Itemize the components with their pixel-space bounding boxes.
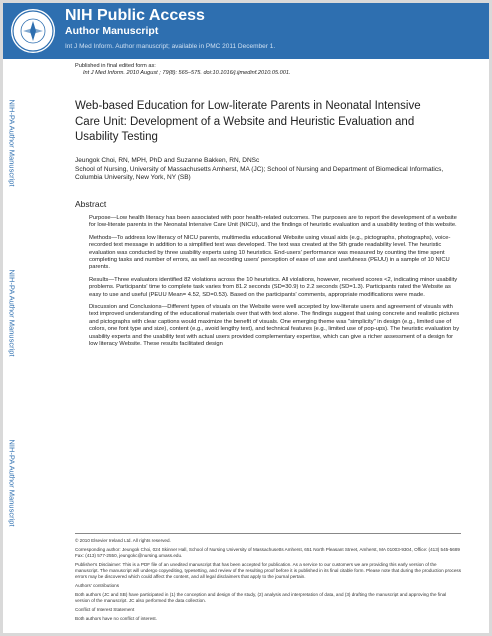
footnote: Both authors have no conflict of interest. xyxy=(75,616,157,621)
banner-title: NIH Public Access xyxy=(65,7,205,24)
journal-citation: Int J Med Inform. 2010 August ; 79(8): 565–575. doi:10.1016/j.ijmedinf.2010.05.001. xyxy=(83,70,291,77)
side-watermark xyxy=(5,253,19,373)
manuscript-page xyxy=(3,3,489,633)
abstract-section xyxy=(89,277,461,299)
abstract-section xyxy=(89,215,461,230)
footnote: Authors' contributions xyxy=(75,583,120,588)
article-title: Web-based Education for Low-literate Parents in Neonatal Intensive Care Unit: Development of a Website and Heuristic Evaluation and Usability Testing xyxy=(75,100,421,143)
abstract-section-text: —To address low literacy of NICU parents, multimedia educational Website using visual aids (e.g., pictographs, photographs), voice-recorded text message in addition to a simplified text was developed. The text was created at the 5th grade readability level. The heuristic evaluation was conducted by three usability experts using 10 heuristics. End-users' performance was measured by counting the time spent completing tasks and number of errors, as well as recording users' perception of ease of use and usefulness (PEUU) in a sample of 10 NICU parents. xyxy=(89,234,451,271)
footnote: Publisher's Disclaimer: This is a PDF file of an unedited manuscript that has been accepted for publication. As a service to our customers we are providing this early version of the manuscript. The manuscript will undergo copyediting, typesetting, and review of the resulting proof before it is published in its final citable form. Please note that during the production process errors may be discovered which could affect the content, and all legal disclaimers that apply to the journal pertain. xyxy=(75,562,462,579)
banner-citation: Int J Med Inform. Author manuscript; available in PMC 2011 December 1. xyxy=(65,43,276,50)
nih-banner xyxy=(3,3,489,59)
footnote: Conflict of Interest Statement xyxy=(75,607,135,612)
author-affiliation: School of Nursing, University of Massachusetts Amherst, MA (JC); School of Nursing and Department of Biomedical Informatics, Columbia University, New York, NY (SB) xyxy=(75,165,444,182)
side-watermark-label: NIH-PA Author Manuscript xyxy=(7,439,17,527)
abstract-section-label: Purpose xyxy=(89,215,111,221)
side-watermark-label: NIH-PA Author Manuscript xyxy=(7,99,17,187)
banner-subtitle: Author Manuscript xyxy=(65,25,159,37)
side-watermark-label: NIH-PA Author Manuscript xyxy=(7,269,17,357)
footnote: © 2010 Elsevier Ireland Ltd. All rights reserved. xyxy=(75,538,171,543)
abstract-section xyxy=(89,235,461,272)
abstract-section-text: —Low health literacy has been associated with poor health-related outcomes. The purposes are to report the development of a website for low-literate parents in the Neonatal Intensive Care Unit (NICU), and the findings of heuristic evaluation and a usability testing of this website. xyxy=(89,215,457,229)
footnotes xyxy=(75,533,461,625)
footnote: Corresponding author: Jeungok Choi, 024 Skinner Hall, School of Nursing University of Massachusetts Amherst, 651 North Pleasant Street, Amherst, MA 01003-9304, Office: (413) 545-5689 Fax: (413) 577-2550, jeungokc@nursing.umass.edu. xyxy=(75,547,460,558)
author-names: Jeungok Choi, RN, MPH, PhD and Suzanne Bakken, RN, DNSc xyxy=(75,157,260,164)
publication-meta xyxy=(75,63,455,77)
abstract-section-text: —Three evaluators identified 82 violations across the 10 heuristics. All violations, however, received scores <2, indicating minor usability problems. Participants' time to complete task varies from 81.2 seconds (SD=30.9) to 2.2 seconds (SD=1.3). Participants rated the Website as easy to use and useful (PEUU Mean= 4.52, SD=0.53). Based on the participants' comments, appropriate modifications were made. xyxy=(89,276,458,298)
abstract-section-label: Methods xyxy=(89,234,112,241)
abstract-body xyxy=(89,215,461,354)
abstract-section xyxy=(89,304,461,348)
side-watermark xyxy=(5,423,19,543)
abstract-heading: Abstract xyxy=(75,199,107,209)
abstract-section-label: Results xyxy=(89,276,109,283)
nih-seal-logo xyxy=(11,9,55,53)
abstract-section-text: —Different types of visuals on the Website were well accepted by low-literate users and agreement of visuals with text improved understanding of the educational materials over that with text alone. The findings suggest that using concrete and realistic pictures and pictographs with clear captions would maximize the benefit of visuals. One emerging theme was "simplicity" in design (e.g., limited use of colors, one font type and size), content (e.g., avoid lengthy text), and technical features (e.g., limited use of pop-ups). The heuristic evaluation by usability experts and the usability test with actual users provided complementary expertise, which can give a richer assessment of a design for low literacy Website. These results facilitated design xyxy=(89,304,460,348)
published-line: Published in final edited form as: xyxy=(75,63,156,69)
footnote: Both authors (JC and SB) have participated in (1) the conception and design of the study, (2) analysis and interpretation of data, and (3) drafting the manuscript and approving the final version of the manuscript. JC also performed the data collection. xyxy=(75,592,447,603)
side-watermark xyxy=(5,83,19,203)
author-block xyxy=(75,157,455,183)
abstract-section-label: Discussion and Conclusions xyxy=(89,304,162,311)
